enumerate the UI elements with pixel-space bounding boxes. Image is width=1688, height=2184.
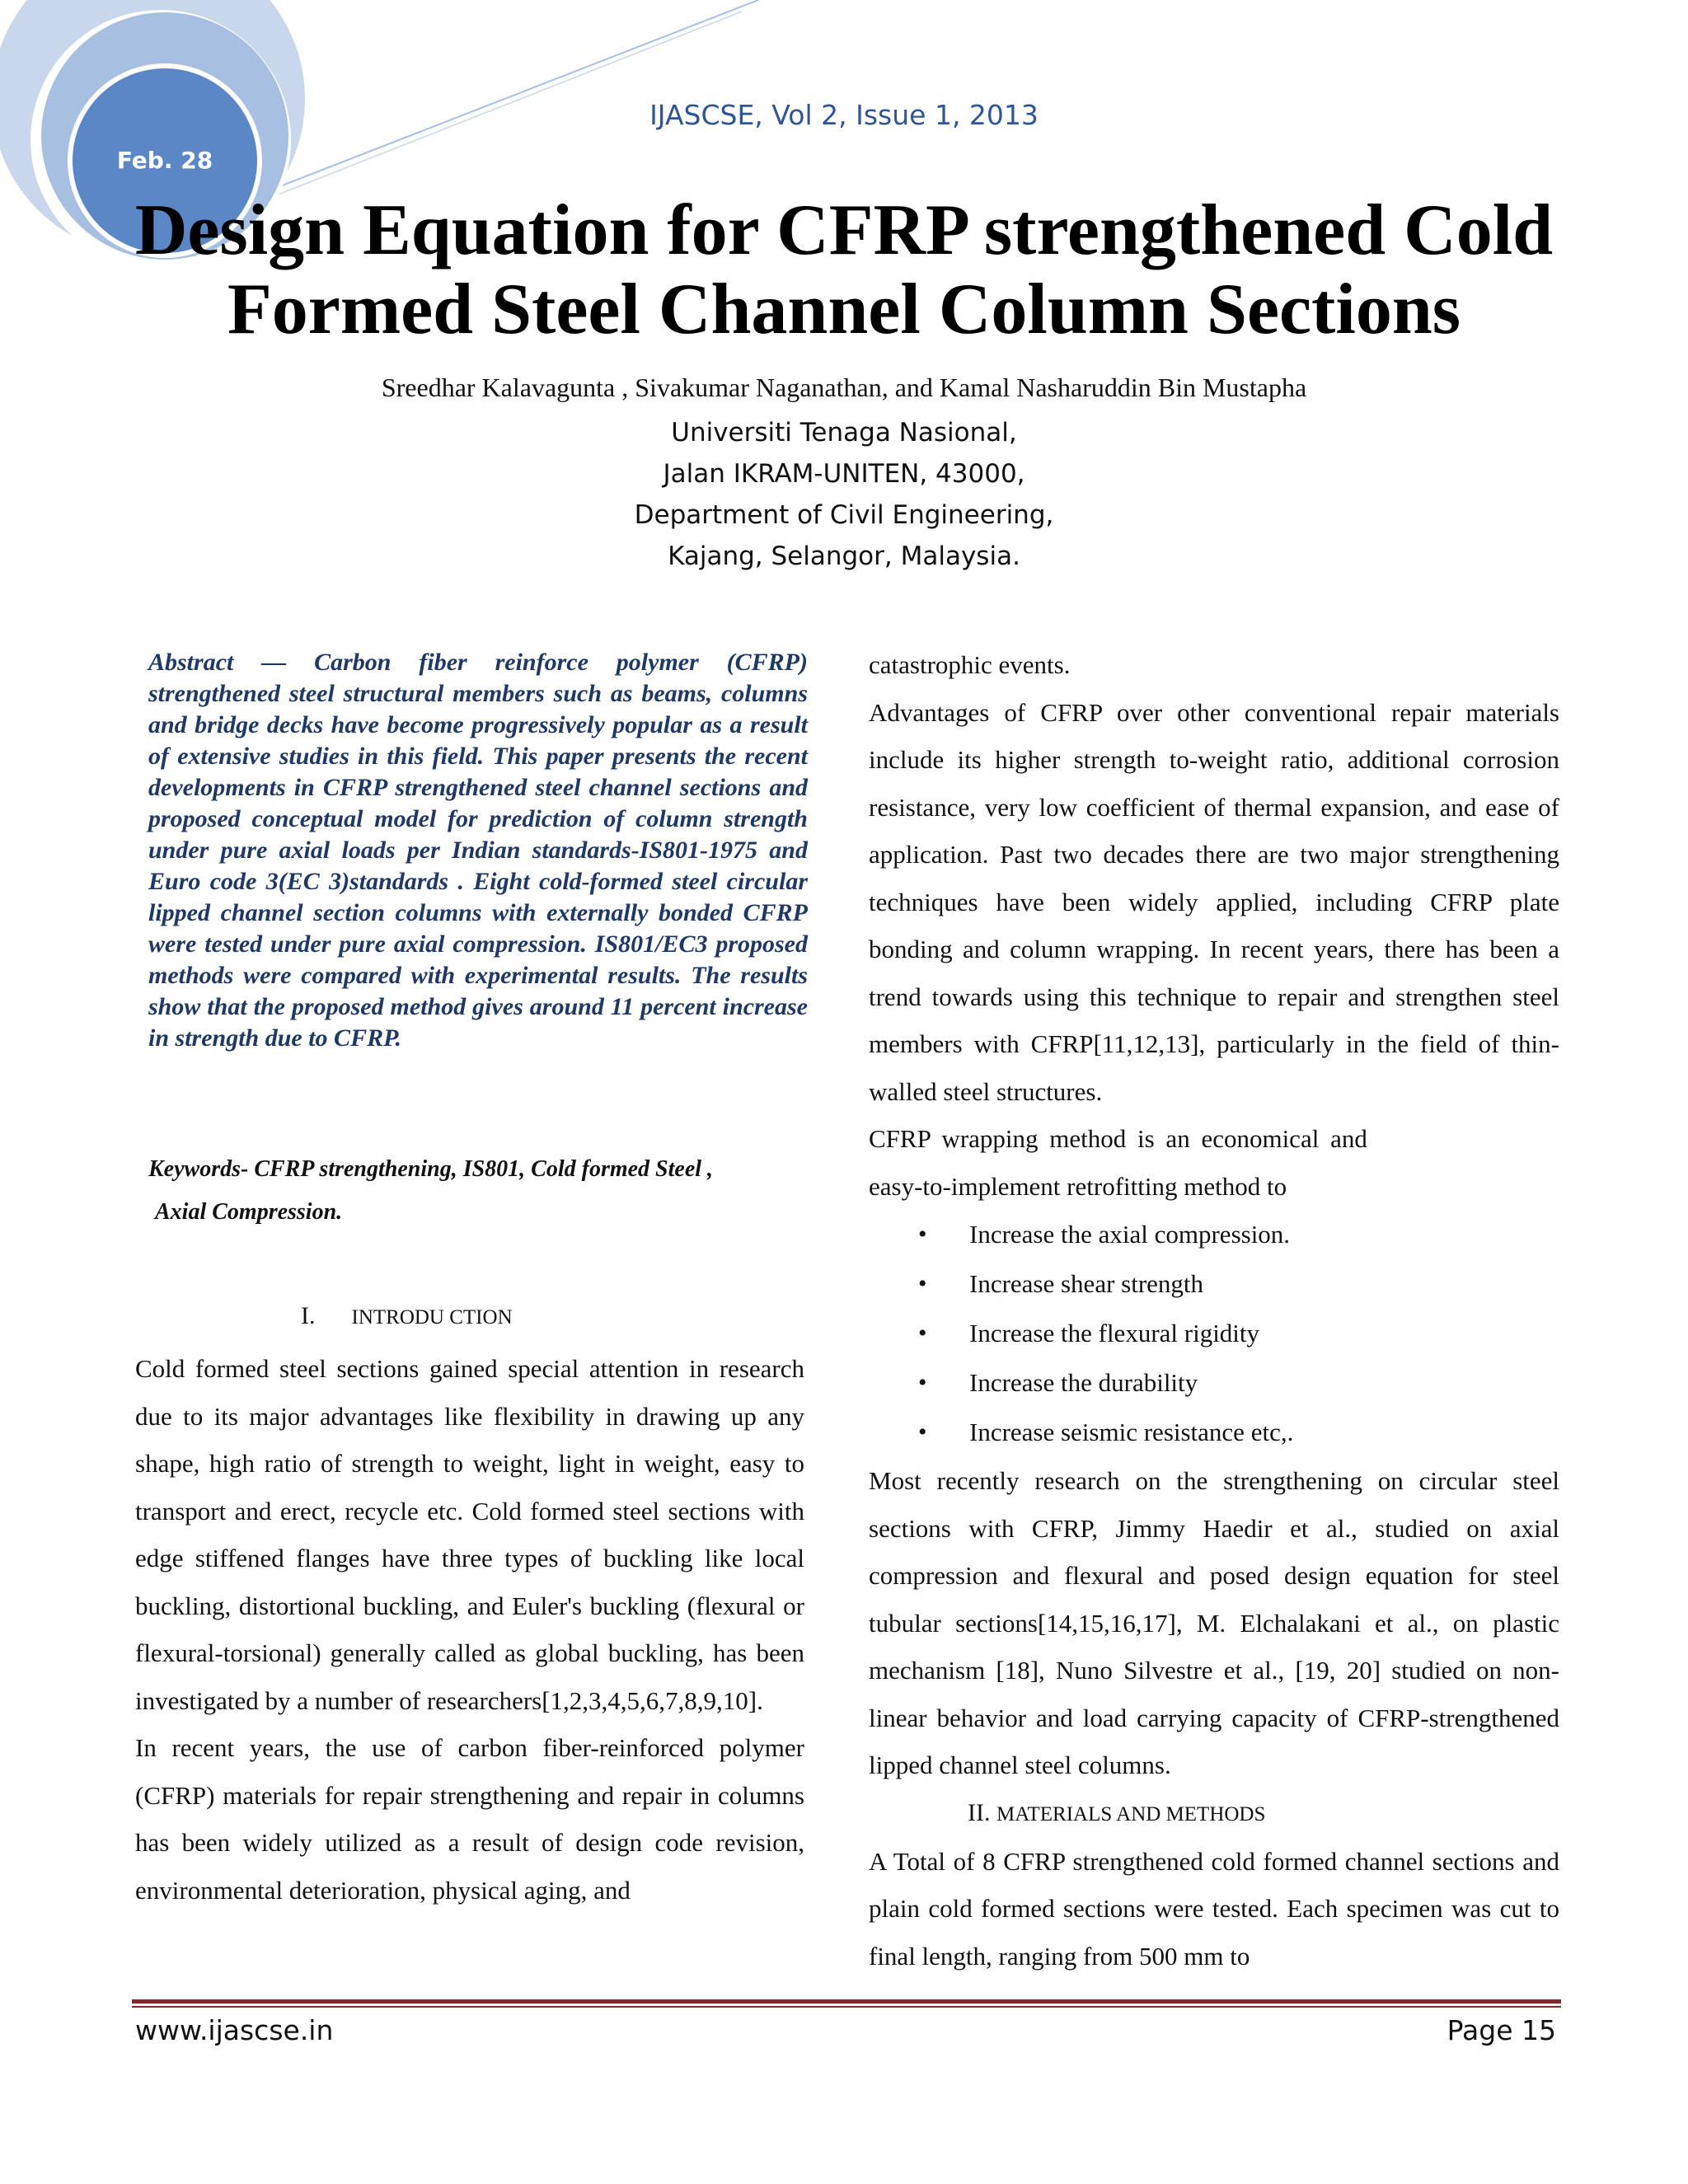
- affiliation-line: Department of Civil Engineering,: [634, 500, 1054, 530]
- author-list: Sreedhar Kalavagunta , Sivakumar Naganathan, and Kamal Nasharuddin Bin Mustapha: [381, 373, 1307, 402]
- section-heading-introduction: [301, 1302, 513, 1330]
- footer-website: www.ijascse.in: [135, 2014, 334, 2046]
- body-paragraph: easy-to-implement retrofitting method to: [869, 1171, 1287, 1201]
- section-number: I.: [301, 1302, 316, 1329]
- body-paragraph: CFRP wrapping method is an economical and: [869, 1124, 1367, 1153]
- affiliation-line: Universiti Tenaga Nasional,: [671, 418, 1017, 448]
- keywords-line: Axial Compression.: [155, 1199, 343, 1225]
- paper-title-line: Formed Steel Channel Column Sections: [227, 269, 1461, 349]
- body-paragraph: A Total of 8 CFRP strengthened cold formed channel sections and plain cold formed sections were tested. Each specimen was cut to final length, ranging from 500 mm to: [869, 1846, 1559, 1971]
- keywords: [148, 1148, 808, 1234]
- affiliation-line: Jalan IKRAM-UNITEN, 43000,: [663, 459, 1025, 489]
- section-heading-materials: [869, 1789, 1559, 1838]
- list-item: • Increase the flexural rigidity: [869, 1309, 1559, 1358]
- benefits-list: [869, 1210, 1559, 1457]
- body-paragraph: Advantages of CFRP over other conventional repair materials include its higher strength to-weight ratio, additional corrosion resistance, very low coefficient of thermal expansion, and ease of application. Past two decades there are two major strengthening techniques have been widely applied, including CFRP plate bonding and column wrapping. In recent years, there has been a trend towards using this technique to repair and strengthen steel members with CFRP[11,12,13], particularly in the field of thin-walled steel structures.: [869, 697, 1559, 1106]
- paper-title-line: Design Equation for CFRP strengthened Cold: [134, 190, 1554, 270]
- date-badge: Feb. 28: [116, 147, 213, 174]
- list-item: • Increase the axial compression.: [869, 1210, 1559, 1259]
- body-paragraph: Most recently research on the strengthening on circular steel sections with CFRP, Jimmy Haedir et al., studied on axial compression and flexural and posed design equation for steel tubular sections[14,15,16,17], M. Elchalakani et al., on plastic mechanism [18], Nuno Silvestre et al., [19, 20] studied on non-linear behavior and load carrying capacity of CFRP-strengthened lipped channel steel columns.: [869, 1466, 1559, 1779]
- section-number: II.: [968, 1798, 991, 1826]
- body-paragraph: In recent years, the use of carbon fiber-reinforced polymer (CFRP) materials for repair strengthening and repair in columns has been widely utilized as a result of design code revision, environmental deterioration, physical aging, and: [135, 1733, 804, 1905]
- journal-header: IJASCSE, Vol 2, Issue 1, 2013: [649, 99, 1039, 131]
- body-paragraph: Cold formed steel sections gained special attention in research due to its major advantages like flexibility in drawing up any shape, high ratio of strength to weight, light in weight, easy to transport and erect, recycle etc. Cold formed steel sections with edge stiffened flanges have three types of buckling like local buckling, distortional buckling, and Euler's buckling (flexural or flexural-torsional) generally called as global buckling, has been investigated by a number of researchers[1,2,3,4,5,6,7,8,9,10].: [135, 1354, 804, 1715]
- left-column-body: [135, 1345, 804, 1914]
- page-number: Page 15: [1447, 2014, 1556, 2046]
- list-item: • Increase the durability: [869, 1358, 1559, 1408]
- abstract: Abstract — Carbon fiber reinforce polymer (CFRP) strengthened steel structural members such as beams, columns and bridge decks have become progressively popular as a result of extensive studies in this field. This paper presents the recent developments in CFRP strengthened steel channel sections and proposed conceptual model for prediction of column strength under pure axial loads per Indian standards-IS801-1975 and Euro code 3(EC 3)standards . Eight cold-formed steel circular lipped channel section columns with externally bonded CFRP were tested under pure axial compression. IS801/EC3 proposed methods were compared with experimental results. The results show that the proposed method gives around 11 percent increase in strength due to CFRP.: [148, 649, 808, 1052]
- list-item: • Increase shear strength: [869, 1259, 1559, 1309]
- keywords-line: Keywords- CFRP strengthening, IS801, Cold formed Steel ,: [148, 1156, 714, 1182]
- footer-divider: [132, 1999, 1561, 2004]
- body-paragraph: catastrophic events.: [869, 650, 1071, 679]
- right-column-body: [869, 641, 1559, 1980]
- affiliation-line: Kajang, Selangor, Malaysia.: [668, 541, 1020, 571]
- section-title: MATERIALS AND METHODS: [996, 1802, 1266, 1825]
- footer-divider-thin: [132, 2006, 1561, 2008]
- paper-title: [82, 191, 1606, 349]
- affiliation: [0, 412, 1688, 577]
- section-title: INTRODU CTION: [351, 1306, 513, 1329]
- list-item: • Increase seismic resistance etc,.: [869, 1408, 1559, 1457]
